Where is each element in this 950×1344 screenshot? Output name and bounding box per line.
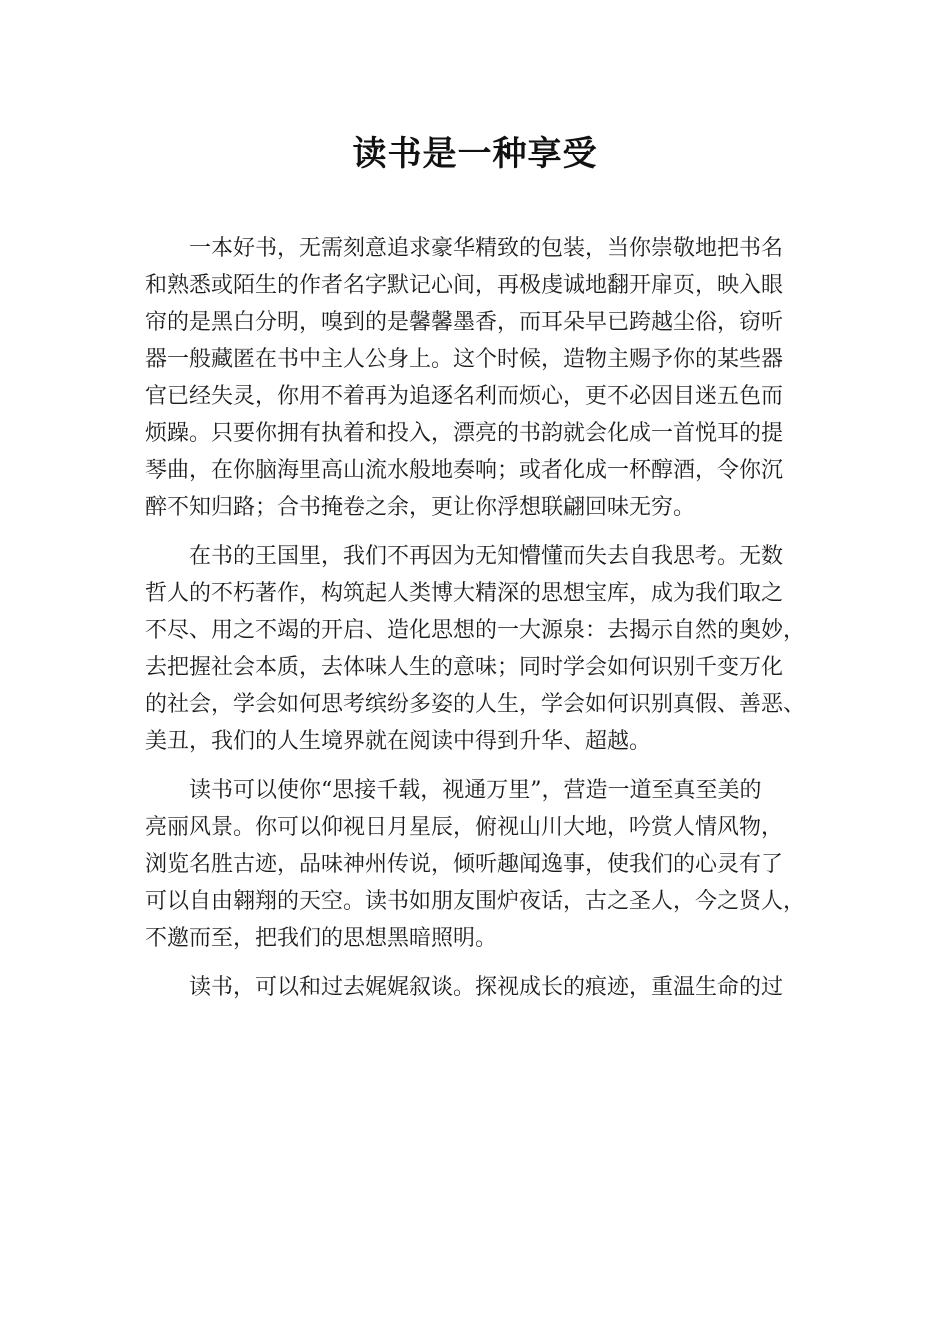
text-line: 烦躁。只要你拥有执着和投入，漂亮的书韵就会化成一首悦耳的提: [145, 421, 784, 446]
paragraph-4: [145, 969, 813, 1006]
text-line: 醉不知归路；合书掩卷之余，更让你浮想联翩回味无穷。: [145, 495, 696, 520]
text-line: 哲人的不朽著作，构筑起人类博大精深的思想宝库，成为我们取之: [145, 581, 784, 606]
text-line: 读书可以使你“思接千载，视通万里”，营造一道至真至美的: [189, 778, 762, 803]
text-line: 浏览名胜古迹，品味神州传说，倾听趣闻逸事，使我们的心灵有了: [145, 852, 784, 877]
text-line: 不尽、用之不竭的开启、造化思想的一大源泉：去揭示自然的奥妙，: [145, 618, 806, 643]
paragraph-3: [145, 772, 813, 957]
text-line: 器一般藏匿在书中主人公身上。这个时候，造物主赐予你的某些器: [145, 347, 784, 372]
text-line: 在书的王国里，我们不再因为无知懵懂而失去自我思考。无数: [189, 544, 784, 569]
text-line: 的社会，学会如何思考缤纷多姿的人生，学会如何识别真假、善恶、: [145, 692, 806, 717]
paragraph-2: [145, 538, 813, 760]
text-line: 琴曲，在你脑海里高山流水般地奏响；或者化成一杯醇酒，令你沉: [145, 458, 784, 483]
text-line: 可以自由翱翔的天空。读书如朋友围炉夜话，古之圣人，今之贤人，: [145, 889, 806, 914]
text-line: 去把握社会本质，去体味人生的意味；同时学会如何识别千变万化: [145, 655, 784, 680]
text-line: 亮丽风景。你可以仰视日月星辰，俯视山川大地，吟赏人情风物，: [145, 815, 784, 840]
document-body: [145, 230, 813, 1018]
text-line: 美丑，我们的人生境界就在阅读中得到升华、超越。: [145, 729, 652, 754]
text-line: 和熟悉或陌生的作者名字默记心间，再极虔诚地翻开扉页，映入眼: [145, 273, 784, 298]
text-line: 帘的是黑白分明，嗅到的是馨馨墨香，而耳朵早已跨越尘俗，窃听: [145, 310, 784, 335]
text-line: 一本好书，无需刻意追求豪华精致的包装，当你崇敬地把书名: [189, 236, 784, 261]
page-title: 读书是一种享受: [352, 134, 598, 174]
paragraph-1: [145, 230, 813, 526]
text-line: 官已经失灵，你用不着再为追逐名利而烦心，更不必因目迷五色而: [145, 384, 784, 409]
text-line: 读书，可以和过去娓娓叙谈。探视成长的痕迹，重温生命的过: [189, 975, 784, 1000]
text-line: 不邀而至，把我们的思想黑暗照明。: [145, 926, 498, 951]
